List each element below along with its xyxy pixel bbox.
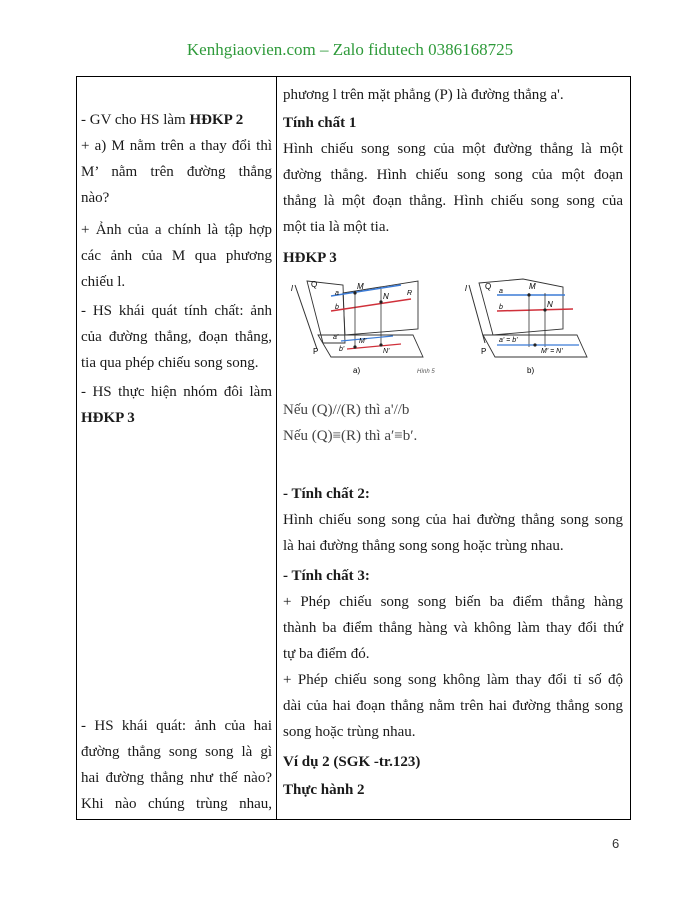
fig-caption: Hình 5 <box>417 369 435 375</box>
property-3-line: + Phép chiếu song song không làm thay đổi tỉ số độ <box>283 672 623 688</box>
group-work-note <box>81 379 272 431</box>
property-1-title: Tính chất 1 <box>283 115 357 131</box>
fig-b-label-l: l <box>465 284 467 293</box>
hdkp3-title: HĐKP 3 <box>283 250 337 266</box>
property-1-line: một tia là một tia. <box>283 219 390 235</box>
fig-a-label-n: N <box>383 292 389 301</box>
fig-a-label-q: Q <box>311 280 318 289</box>
fig-a-label-a-prime: a' <box>333 334 339 341</box>
answer-b <box>81 217 272 295</box>
fig-b-label-m: M <box>529 282 536 291</box>
question-a-line: nào? <box>81 190 110 206</box>
fig-a-caption: a) <box>353 366 361 375</box>
fig-a-label-p: P <box>313 347 319 356</box>
hdkp3-label-left: HĐKP 3 <box>81 410 135 426</box>
fig-a-label-b-prime: b' <box>339 346 345 353</box>
practice-2-title: Thực hành 2 <box>283 782 365 798</box>
fig-a-label-l: l <box>291 284 293 293</box>
answer-b-line: + Ảnh của a chính là tập hợp <box>81 222 272 238</box>
projection-figure <box>283 273 623 387</box>
fig-b-label-ab-prime: a' = b' <box>499 337 518 344</box>
question-a <box>81 133 272 211</box>
fig-b-label-q: Q <box>485 282 492 291</box>
parallel-question-line: - HS khái quát: ảnh của hai <box>81 718 272 734</box>
property-3 <box>283 563 623 745</box>
answer-b-line: chiếu l. <box>81 274 126 290</box>
fig-a-label-r: R <box>407 290 413 297</box>
generalization-line: tia qua phép chiếu song song. <box>81 355 259 371</box>
property-2 <box>283 481 623 559</box>
generalization-line: - HS khái quát tính chất: ảnh <box>81 303 272 319</box>
property-3-line: dài của hai đoạn thẳng nằm trên hai đường thẳng song <box>283 698 623 714</box>
hdkp3-heading <box>283 245 623 271</box>
property-2-line: Hình chiếu song song của hai đường thẳng song song <box>283 512 623 528</box>
hdkp2-label: HĐKP 2 <box>189 112 244 128</box>
fig-b-caption: b) <box>527 366 535 375</box>
property-3-line: tự ba điểm đó. <box>283 646 370 662</box>
property-2-line: là hai đường thẳng song song hoặc trùng nhau. <box>283 538 564 554</box>
fig-a-label-a: a <box>335 290 339 297</box>
parallel-question-line: Khi nào chúng trùng nhau, <box>81 796 272 812</box>
parallel-lines-question <box>81 713 272 817</box>
hdkp2-prefix: - GV cho HS làm <box>81 112 190 128</box>
lesson-table <box>76 76 631 820</box>
property-3-line: + Phép chiếu song song biến ba điểm thẳng hàng <box>283 594 623 610</box>
property-1-line: đường thẳng. Hình chiếu song song của một đoạn <box>283 167 623 183</box>
fig-a-label-n-prime: N' <box>383 348 390 355</box>
example-2-title: Ví dụ 2 (SGK -tr.123) <box>283 754 421 770</box>
property-3-line: thành ba điểm thẳng hàng và không làm thay đổi thứ <box>283 620 623 636</box>
question-a-line: + a) M nằm trên a thay đổi thì <box>81 138 272 154</box>
property-1-line: Hình chiếu song song của một đường thẳng là một <box>283 141 623 157</box>
page-header: Kenhgiaovien.com – Zalo fidutech 0386168725 <box>186 40 514 59</box>
fig-b-label-n: N <box>547 300 553 309</box>
parallel-question-line: đường thẳng song song là gì <box>81 744 272 760</box>
question-a-line: M’ nằm trên đường thẳng <box>81 164 272 180</box>
property-3-title: - Tính chất 3: <box>283 568 370 584</box>
fig-a-label-m: M <box>357 282 364 291</box>
property-1 <box>283 110 623 240</box>
figure-5-diagram <box>283 273 623 387</box>
fig-b-label-a: a <box>499 288 503 295</box>
generalization-line: của đường thẳng, đoạn thẳng, <box>81 329 272 345</box>
fig-b-label-mn-prime: M' = N' <box>541 348 563 355</box>
answer-b-line: các ảnh của M qua phương <box>81 248 272 264</box>
condition-parallel: Nếu (Q)//(R) thì a'//b <box>283 402 410 418</box>
example-2 <box>283 749 623 803</box>
group-work-line: - HS thực hiện nhóm đôi làm <box>81 384 272 400</box>
fig-b-label-p: P <box>481 347 487 356</box>
parallel-question-line: hai đường thẳng như thế nào? <box>81 770 272 786</box>
property-3-line: song hoặc trùng nhau. <box>283 724 416 740</box>
generalization-note <box>81 298 272 376</box>
fig-a-label-m-prime: M' <box>359 338 367 345</box>
continuation-line <box>283 82 623 108</box>
hdkp2-instruction <box>81 107 272 133</box>
property-1-line: thẳng là một đoạn thẳng. Hình chiếu song song của <box>283 193 623 209</box>
column-divider <box>276 77 277 819</box>
fig-b-label-b: b <box>499 304 503 311</box>
conditions <box>283 397 623 449</box>
condition-coincide: Nếu (Q)≡(R) thì a′≡b′. <box>283 428 418 444</box>
property-2-title: - Tính chất 2: <box>283 486 370 502</box>
page-number: 6 <box>612 836 620 851</box>
continuation-text: phương l trên mặt phẳng (P) là đường thẳng a'. <box>283 87 564 103</box>
fig-a-label-b: b <box>335 304 339 311</box>
